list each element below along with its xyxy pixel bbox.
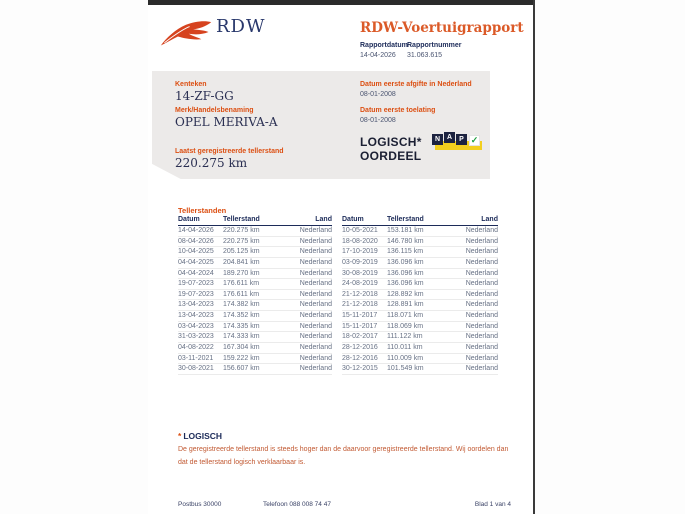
cell-land: Nederland: [465, 354, 498, 362]
cell-datum: 28-12-2016: [342, 354, 378, 362]
cell-tellerstand: 156.607 km: [223, 365, 260, 373]
table-row: [342, 311, 498, 322]
cell-tellerstand: 220.275 km: [223, 227, 260, 234]
footer-telefoon: Telefoon 088 008 74 47: [263, 501, 331, 508]
merk-value: OPEL MERIVA-A: [175, 115, 278, 129]
cell-tellerstand: 146.780 km: [387, 237, 424, 245]
eerste-toelating-value: 08-01-2008: [360, 117, 396, 124]
table-row: [178, 290, 332, 301]
column-header-land: Land: [481, 216, 498, 223]
table-row: [342, 343, 498, 354]
table-row: [178, 258, 332, 269]
oordeel-line1: LOGISCH*: [360, 135, 422, 149]
cell-datum: 10-04-2025: [178, 248, 214, 256]
table-row: [342, 300, 498, 311]
report-number-value: 31.063.615: [407, 52, 443, 59]
nap-logo: [432, 130, 484, 153]
cell-tellerstand: 174.352 km: [223, 312, 260, 320]
eerste-afgifte-value: 08-01-2008: [360, 91, 396, 98]
report-date-value: 14-04-2026: [360, 52, 396, 59]
cell-land: Nederland: [465, 227, 498, 234]
cell-datum: 15-11-2017: [342, 322, 378, 330]
cell-land: Nederland: [465, 237, 498, 245]
table-row: [342, 290, 498, 301]
laatste-tellerstand-label: Laatst geregistreerde tellerstand: [175, 148, 284, 155]
report-date-label: Rapportdatum: [360, 42, 408, 49]
cell-tellerstand: 111.122 km: [387, 333, 423, 341]
nap-letter-n: N: [432, 134, 443, 145]
logisch-footnote-heading: [178, 431, 222, 441]
cell-tellerstand: 176.611 km: [223, 290, 260, 298]
table-row: [342, 247, 498, 258]
cell-tellerstand: 118.069 km: [387, 322, 424, 330]
cell-tellerstand: 136.096 km: [387, 258, 424, 266]
table-header-row: [178, 215, 332, 226]
cell-land: Nederland: [465, 269, 498, 277]
cell-land: Nederland: [465, 365, 498, 373]
kenteken-label: Kenteken: [175, 81, 207, 88]
cell-tellerstand: 128.892 km: [387, 290, 424, 298]
table-row: [342, 354, 498, 365]
cell-datum: 04-04-2024: [178, 269, 214, 277]
page-title: RDW-Voertuigrapport: [360, 20, 524, 36]
cell-tellerstand: 118.071 km: [387, 312, 424, 320]
cell-tellerstand: 136.096 km: [387, 269, 424, 277]
eerste-afgifte-label: Datum eerste afgifte in Nederland: [360, 81, 472, 88]
table-row: [342, 226, 498, 237]
table-row: [178, 343, 332, 354]
oordeel-line2: OORDEEL: [360, 149, 422, 163]
cell-tellerstand: 159.222 km: [223, 354, 260, 362]
column-header-tellerstand: Tellerstand: [223, 216, 260, 223]
cell-land: Nederland: [299, 344, 332, 352]
cell-tellerstand: 189.270 km: [223, 269, 260, 277]
table-row: [342, 279, 498, 290]
cell-tellerstand: 136.115 km: [387, 248, 424, 256]
cell-land: Nederland: [465, 258, 498, 266]
column-header-tellerstand: Tellerstand: [387, 216, 424, 223]
cell-datum: 21-12-2018: [342, 301, 378, 309]
page-top-edge: [148, 0, 534, 5]
cell-land: Nederland: [299, 248, 332, 256]
table-row: [178, 311, 332, 322]
cell-tellerstand: 167.304 km: [223, 344, 260, 352]
table-row: [178, 226, 332, 237]
cell-datum: 21-12-2018: [342, 290, 378, 298]
table-row: [178, 300, 332, 311]
cell-land: Nederland: [299, 301, 332, 309]
footer-postbus: Postbus 30000: [178, 501, 222, 508]
table-header-row: [342, 215, 498, 226]
column-header-land: Land: [315, 216, 332, 223]
oordeel-text: [360, 135, 422, 163]
cell-land: Nederland: [465, 248, 498, 256]
cell-land: Nederland: [299, 237, 332, 245]
cell-tellerstand: 176.611 km: [223, 280, 260, 288]
cell-land: Nederland: [465, 280, 498, 288]
cell-datum: 08-04-2026: [178, 237, 214, 245]
nap-letter-p: P: [456, 134, 467, 145]
cell-tellerstand: 110.009 km: [387, 354, 424, 362]
cell-datum: 19-07-2023: [178, 290, 214, 298]
table-row: [178, 364, 332, 375]
cell-tellerstand: 174.382 km: [223, 301, 260, 309]
cell-datum: 18-02-2017: [342, 333, 378, 341]
logisch-footnote-text: De geregistreerde tellerstand is steeds hoger dan de daarvoor geregistreerde tellerstand. Wij oordelen dan dat de tellerstand logisch verklaarbaar is.: [178, 446, 509, 466]
cell-land: Nederland: [465, 333, 498, 341]
eerste-toelating-label: Datum eerste toelating: [360, 107, 436, 114]
table-row: [178, 237, 332, 248]
cell-datum: 14-04-2026: [178, 227, 214, 234]
cell-tellerstand: 174.333 km: [223, 333, 260, 341]
cell-datum: 04-08-2022: [178, 344, 214, 352]
table-row: [178, 322, 332, 333]
tellerstanden-table-right: [342, 215, 498, 375]
cell-land: Nederland: [299, 354, 332, 362]
cell-land: Nederland: [299, 365, 332, 373]
table-row: [342, 332, 498, 343]
cell-land: Nederland: [299, 258, 332, 266]
nap-checkmark-icon: ✓: [470, 135, 479, 145]
table-row: [178, 269, 332, 280]
table-row: [342, 269, 498, 280]
cell-datum: 30-08-2021: [178, 365, 214, 373]
cell-land: Nederland: [299, 290, 332, 298]
report-number-label: Rapportnummer: [407, 42, 462, 49]
laatste-tellerstand-value: 220.275 km: [175, 156, 248, 170]
footer-page-number: Blad 1 van 4: [474, 501, 511, 508]
cell-tellerstand: 110.011 km: [387, 344, 423, 352]
cell-land: Nederland: [299, 312, 332, 320]
cell-datum: 30-12-2015: [342, 365, 378, 373]
cell-datum: 04-04-2025: [178, 258, 214, 266]
kenteken-value: 14-ZF-GG: [175, 89, 234, 103]
rdw-feather-logo-icon: [159, 15, 213, 49]
cell-land: Nederland: [299, 333, 332, 341]
cell-datum: 10-05-2021: [342, 227, 378, 234]
merk-label: Merk/Handelsbenaming: [175, 107, 254, 114]
cell-tellerstand: 101.549 km: [387, 365, 424, 373]
cell-datum: 31-03-2023: [178, 333, 214, 341]
table-row: [342, 237, 498, 248]
cell-tellerstand: 153.181 km: [387, 227, 424, 234]
cell-datum: 13-04-2023: [178, 312, 214, 320]
table-row: [178, 332, 332, 343]
cell-datum: 03-09-2019: [342, 258, 378, 266]
cell-tellerstand: 136.096 km: [387, 280, 424, 288]
cell-datum: 30-08-2019: [342, 269, 378, 277]
nap-letter-a: A: [444, 132, 455, 143]
cell-land: Nederland: [465, 290, 498, 298]
cell-land: Nederland: [299, 280, 332, 288]
footnote-title: LOGISCH: [183, 431, 223, 441]
column-header-datum: Datum: [178, 216, 200, 223]
table-row: [178, 279, 332, 290]
cell-land: Nederland: [465, 312, 498, 320]
footnote-asterisk: *: [178, 431, 182, 441]
cell-datum: 28-12-2016: [342, 344, 378, 352]
table-row: [178, 354, 332, 365]
cell-datum: 13-04-2023: [178, 301, 214, 309]
cell-datum: 17-10-2019: [342, 248, 378, 256]
cell-land: Nederland: [465, 322, 498, 330]
table-row: [178, 247, 332, 258]
rdw-logo-text: RDW: [216, 16, 266, 37]
table-row: [342, 364, 498, 375]
table-row: [342, 258, 498, 269]
cell-datum: 03-11-2021: [178, 354, 214, 362]
column-header-datum: Datum: [342, 216, 364, 223]
tellerstanden-section-title: Tellerstanden: [178, 206, 227, 215]
cell-tellerstand: 174.335 km: [223, 322, 260, 330]
cell-datum: 19-07-2023: [178, 280, 214, 288]
cell-land: Nederland: [465, 344, 498, 352]
cell-datum: 24-08-2019: [342, 280, 378, 288]
cell-tellerstand: 128.891 km: [387, 301, 424, 309]
cell-land: Nederland: [465, 301, 498, 309]
tellerstanden-table-left: [178, 215, 332, 375]
cell-tellerstand: 220.275 km: [223, 237, 260, 245]
cell-land: Nederland: [299, 322, 332, 330]
cell-datum: 15-11-2017: [342, 312, 378, 320]
cell-land: Nederland: [299, 227, 332, 234]
cell-datum: 03-04-2023: [178, 322, 214, 330]
cell-datum: 18-08-2020: [342, 237, 378, 245]
cell-tellerstand: 204.841 km: [223, 258, 260, 266]
cell-tellerstand: 205.125 km: [223, 248, 260, 256]
table-row: [342, 322, 498, 333]
page-right-edge: [533, 0, 535, 514]
cell-land: Nederland: [299, 269, 332, 277]
